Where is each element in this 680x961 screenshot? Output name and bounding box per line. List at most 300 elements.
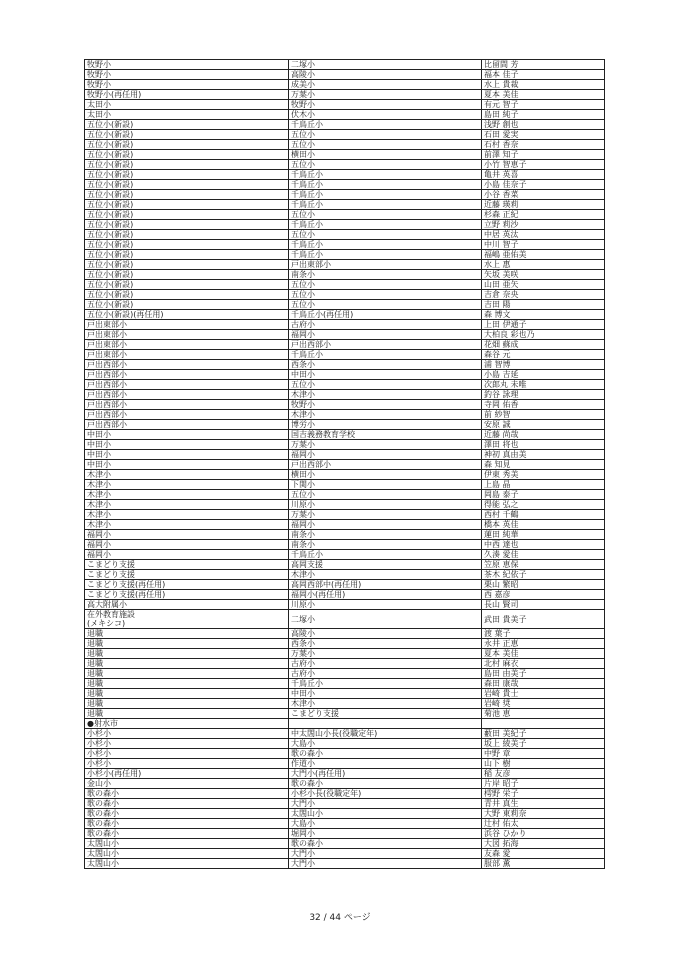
- teacher-name-cell: 伊東 秀美: [482, 470, 605, 480]
- table-row: [85, 540, 605, 550]
- table-row: [85, 120, 605, 130]
- current-school-cell: 中田小: [289, 689, 482, 699]
- current-school-cell: [289, 719, 482, 729]
- new-school-cell: 五位小(新設): [85, 130, 289, 140]
- teacher-name-cell: 中野 章: [482, 749, 605, 759]
- teacher-name-cell: 吉田 陽: [482, 300, 605, 310]
- table-row: [85, 200, 605, 210]
- teacher-name-cell: 小谷 香菜: [482, 190, 605, 200]
- teacher-name-cell: 石村 香奈: [482, 140, 605, 150]
- teacher-name-cell: 樗野 栄子: [482, 789, 605, 799]
- table-row: [85, 80, 605, 90]
- teacher-name-cell: 藪田 美紀子: [482, 729, 605, 739]
- table-row: [85, 649, 605, 659]
- teacher-name-cell: 得能 弘之: [482, 500, 605, 510]
- table-row: [85, 220, 605, 230]
- current-school-cell: 戸出西部小: [289, 340, 482, 350]
- new-school-cell: こまどり支援: [85, 560, 289, 570]
- current-school-cell: 大門小: [289, 849, 482, 859]
- teacher-name-cell: 岩崎 貴士: [482, 689, 605, 699]
- current-school-cell: 古府小: [289, 669, 482, 679]
- new-school-cell: 小杉小: [85, 759, 289, 769]
- current-school-cell: 西条小: [289, 639, 482, 649]
- new-school-cell: 退職: [85, 649, 289, 659]
- current-school-cell: 千鳥丘小: [289, 220, 482, 230]
- table-row: [85, 360, 605, 370]
- table-row: [85, 560, 605, 570]
- new-school-cell: ●射水市: [85, 719, 289, 729]
- table-row: [85, 460, 605, 470]
- table-row: [85, 90, 605, 100]
- teacher-name-cell: 立野 莉沙: [482, 220, 605, 230]
- new-school-cell: こまどり支援(再任用): [85, 590, 289, 600]
- teacher-name-cell: 杉森 正紀: [482, 210, 605, 220]
- new-school-cell: 中田小: [85, 430, 289, 440]
- teacher-name-cell: 森谷 元: [482, 350, 605, 360]
- new-school-cell: 五位小(新設): [85, 300, 289, 310]
- table-row: [85, 380, 605, 390]
- current-school-cell: 西条小: [289, 360, 482, 370]
- teacher-name-cell: 栗山 繁昭: [482, 580, 605, 590]
- table-row: [85, 590, 605, 600]
- table-row: [85, 410, 605, 420]
- table-row: [85, 600, 605, 610]
- teacher-name-cell: 上島 晶: [482, 480, 605, 490]
- teacher-name-cell: 久湊 愛佳: [482, 550, 605, 560]
- new-school-cell: 小杉小: [85, 729, 289, 739]
- table-row: [85, 580, 605, 590]
- teacher-name-cell: 福嶋 亜佑美: [482, 250, 605, 260]
- table-row: [85, 659, 605, 669]
- new-school-cell: 退職: [85, 709, 289, 719]
- current-school-cell: 大門小: [289, 799, 482, 809]
- table-row: [85, 859, 605, 869]
- current-school-cell: 歌の森小: [289, 839, 482, 849]
- table-row: [85, 679, 605, 689]
- current-school-cell: 千鳥丘小: [289, 120, 482, 130]
- current-school-cell: 万葉小: [289, 510, 482, 520]
- current-school-cell: 太閤山小: [289, 809, 482, 819]
- current-school-cell: 五位小: [289, 140, 482, 150]
- new-school-cell: 退職: [85, 659, 289, 669]
- new-school-cell: 五位小(新設): [85, 210, 289, 220]
- teacher-name-cell: 島田 由美子: [482, 669, 605, 679]
- current-school-cell: 五位小: [289, 160, 482, 170]
- teacher-name-cell: 前 紗智: [482, 410, 605, 420]
- current-school-cell: 千鳥丘小: [289, 240, 482, 250]
- table-row: [85, 550, 605, 560]
- table-row: [85, 160, 605, 170]
- current-school-cell: 高岡西部中(再任用): [289, 580, 482, 590]
- teacher-name-cell: 釣谷 詠理: [482, 390, 605, 400]
- teacher-name-cell: 夏本 美佳: [482, 90, 605, 100]
- new-school-cell: 戸出東部小: [85, 320, 289, 330]
- new-school-cell: 木津小: [85, 520, 289, 530]
- current-school-cell: 千鳥丘小: [289, 550, 482, 560]
- teacher-name-cell: 西村 千鶴: [482, 510, 605, 520]
- teacher-name-cell: 次郎丸 未唯: [482, 380, 605, 390]
- current-school-cell: 五位小: [289, 230, 482, 240]
- teacher-name-cell: 島田 純子: [482, 110, 605, 120]
- table-row: [85, 729, 605, 739]
- new-school-cell: こまどり支援: [85, 570, 289, 580]
- teacher-name-cell: 茶木 紀依子: [482, 570, 605, 580]
- teacher-name-cell: 近藤 瑛莉: [482, 200, 605, 210]
- new-school-cell: 退職: [85, 679, 289, 689]
- new-school-cell: 五位小(新設): [85, 250, 289, 260]
- table-row: [85, 779, 605, 789]
- table-row: [85, 839, 605, 849]
- table-row: [85, 280, 605, 290]
- current-school-cell: 木津小: [289, 390, 482, 400]
- teacher-name-cell: 岩崎 奨: [482, 699, 605, 709]
- table-row: [85, 719, 605, 729]
- table-row: [85, 709, 605, 719]
- current-school-cell: 千鳥丘小: [289, 350, 482, 360]
- table-row: [85, 70, 605, 80]
- table-row: [85, 150, 605, 160]
- teacher-name-cell: 片岸 昭子: [482, 779, 605, 789]
- current-school-cell: 南条小: [289, 270, 482, 280]
- new-school-cell: 太閤山小: [85, 849, 289, 859]
- current-school-cell: 歌の森小: [289, 749, 482, 759]
- current-school-cell: 大門小: [289, 859, 482, 869]
- new-school-cell: 歌の森小: [85, 809, 289, 819]
- current-school-cell: 二塚小: [289, 60, 482, 70]
- teacher-name-cell: 大野 東莉奈: [482, 809, 605, 819]
- new-school-cell: 五位小(新設): [85, 170, 289, 180]
- teacher-name-cell: 小島 佳奈子: [482, 180, 605, 190]
- new-school-cell: 戸出東部小: [85, 350, 289, 360]
- table-row: [85, 739, 605, 749]
- teacher-name-cell: 福本 佳子: [482, 70, 605, 80]
- teacher-name-cell: 菊池 恵: [482, 709, 605, 719]
- current-school-cell: 万葉小: [289, 90, 482, 100]
- current-school-cell: 歌の森小: [289, 779, 482, 789]
- table-row: [85, 320, 605, 330]
- table-row: [85, 480, 605, 490]
- current-school-cell: 横田小: [289, 150, 482, 160]
- current-school-cell: 五位小: [289, 210, 482, 220]
- teacher-name-cell: 渡 葉子: [482, 629, 605, 639]
- current-school-cell: 五位小: [289, 380, 482, 390]
- current-school-cell: 牧野小: [289, 400, 482, 410]
- current-school-cell: 千鳥丘小: [289, 200, 482, 210]
- table-row: [85, 450, 605, 460]
- table-row: [85, 470, 605, 480]
- new-school-cell: 福岡小: [85, 530, 289, 540]
- new-school-cell: 中田小: [85, 450, 289, 460]
- teacher-name-cell: 花畑 蘇成: [482, 340, 605, 350]
- table-row: [85, 610, 605, 629]
- new-school-cell: 五位小(新設): [85, 120, 289, 130]
- current-school-cell: 大島小: [289, 739, 482, 749]
- new-school-cell: 五位小(新設): [85, 290, 289, 300]
- current-school-cell: 五位小: [289, 130, 482, 140]
- current-school-cell: 中田小: [289, 370, 482, 380]
- current-school-cell: 木津小: [289, 699, 482, 709]
- teacher-name-cell: [482, 719, 605, 729]
- table-row: [85, 420, 605, 430]
- table-body: [85, 60, 605, 869]
- new-school-cell: 五位小(新設): [85, 280, 289, 290]
- new-school-cell: 五位小(新設): [85, 160, 289, 170]
- current-school-cell: 成美小: [289, 80, 482, 90]
- table-row: [85, 570, 605, 580]
- table-row: [85, 110, 605, 120]
- teacher-name-cell: 服部 薫: [482, 859, 605, 869]
- teacher-name-cell: 坂上 綾美子: [482, 739, 605, 749]
- table-row: [85, 350, 605, 360]
- current-school-cell: 千鳥丘小: [289, 679, 482, 689]
- new-school-cell: 太田小: [85, 100, 289, 110]
- table-row: [85, 270, 605, 280]
- new-school-cell: 五位小(新設): [85, 220, 289, 230]
- current-school-cell: 福岡小: [289, 520, 482, 530]
- new-school-cell: 歌の森小: [85, 829, 289, 839]
- teacher-name-cell: 森田 康哉: [482, 679, 605, 689]
- new-school-cell: 在外教育施設 (メキシコ): [85, 610, 289, 629]
- current-school-cell: 戸出東部小: [289, 260, 482, 270]
- new-school-cell: 五位小(新設): [85, 240, 289, 250]
- table-row: [85, 60, 605, 70]
- table-row: [85, 669, 605, 679]
- table-row: [85, 440, 605, 450]
- new-school-cell: 福岡小: [85, 550, 289, 560]
- current-school-cell: 福岡小(再任用): [289, 590, 482, 600]
- table-row: [85, 130, 605, 140]
- teacher-name-cell: 大柏良 彩也乃: [482, 330, 605, 340]
- new-school-cell: 五位小(新設): [85, 200, 289, 210]
- teacher-name-cell: 永井 正恵: [482, 639, 605, 649]
- table-row: [85, 390, 605, 400]
- table-row: [85, 180, 605, 190]
- new-school-cell: 中田小: [85, 460, 289, 470]
- teacher-name-cell: 浜谷 ひかり: [482, 829, 605, 839]
- teacher-name-cell: 石田 愛実: [482, 130, 605, 140]
- table-row: [85, 330, 605, 340]
- table-row: [85, 430, 605, 440]
- table-row: [85, 300, 605, 310]
- teacher-name-cell: 澤田 将也: [482, 440, 605, 450]
- table-row: [85, 100, 605, 110]
- table-row: [85, 490, 605, 500]
- new-school-cell: 退職: [85, 669, 289, 679]
- table-row: [85, 799, 605, 809]
- current-school-cell: 千鳥丘小: [289, 170, 482, 180]
- new-school-cell: 木津小: [85, 480, 289, 490]
- new-school-cell: 太閤山小: [85, 859, 289, 869]
- teacher-name-cell: 森 博文: [482, 310, 605, 320]
- current-school-cell: 伏木小: [289, 110, 482, 120]
- current-school-cell: 大門小(再任用): [289, 769, 482, 779]
- teacher-name-cell: 水上 貴裁: [482, 80, 605, 90]
- table-row: [85, 260, 605, 270]
- teacher-name-cell: 山下 樹: [482, 759, 605, 769]
- new-school-cell: 戸出東部小: [85, 340, 289, 350]
- new-school-cell: 中田小: [85, 440, 289, 450]
- teacher-name-cell: 笠原 恵保: [482, 560, 605, 570]
- new-school-cell: 小杉小: [85, 749, 289, 759]
- new-school-cell: 五位小(新設): [85, 150, 289, 160]
- new-school-cell: 歌の森小: [85, 789, 289, 799]
- table-row: [85, 639, 605, 649]
- table-row: [85, 500, 605, 510]
- page-number: 32 / 44 ページ: [309, 913, 371, 923]
- current-school-cell: 堀岡小: [289, 829, 482, 839]
- teacher-name-cell: 有元 智子: [482, 100, 605, 110]
- current-school-cell: 木津小: [289, 410, 482, 420]
- teacher-name-cell: 浦 智博: [482, 360, 605, 370]
- teacher-name-cell: 森 知見: [482, 460, 605, 470]
- teacher-name-cell: 中居 英汰: [482, 230, 605, 240]
- new-school-cell: 小杉小: [85, 739, 289, 749]
- teacher-name-cell: 武田 貴美子: [482, 610, 605, 629]
- new-school-cell: 退職: [85, 699, 289, 709]
- table-row: [85, 849, 605, 859]
- new-school-cell: 木津小: [85, 490, 289, 500]
- teacher-name-cell: 安原 誠: [482, 420, 605, 430]
- new-school-cell: 小杉小(再任用): [85, 769, 289, 779]
- new-school-cell: 高大附属小: [85, 600, 289, 610]
- new-school-cell: 木津小: [85, 470, 289, 480]
- table-row: [85, 250, 605, 260]
- new-school-cell: 退職: [85, 629, 289, 639]
- new-school-cell: 戸出西部小: [85, 420, 289, 430]
- teacher-name-cell: 水上 惠: [482, 260, 605, 270]
- table-row: [85, 240, 605, 250]
- current-school-cell: 五位小: [289, 300, 482, 310]
- teacher-name-cell: 北村 麻衣: [482, 659, 605, 669]
- table-row: [85, 829, 605, 839]
- teacher-name-cell: 夏本 美佳: [482, 649, 605, 659]
- new-school-cell: 戸出西部小: [85, 390, 289, 400]
- teacher-name-cell: 吉倉 奈央: [482, 290, 605, 300]
- teacher-name-cell: 西 嘉彦: [482, 590, 605, 600]
- teacher-name-cell: 大図 拓海: [482, 839, 605, 849]
- current-school-cell: 高陵小: [289, 70, 482, 80]
- teacher-name-cell: 小島 吉延: [482, 370, 605, 380]
- table-row: [85, 769, 605, 779]
- current-school-cell: 福岡小: [289, 450, 482, 460]
- current-school-cell: 大島小: [289, 819, 482, 829]
- new-school-cell: 戸出西部小: [85, 410, 289, 420]
- current-school-cell: 牧野小: [289, 100, 482, 110]
- current-school-cell: 五位小: [289, 290, 482, 300]
- teacher-name-cell: 前澤 知子: [482, 150, 605, 160]
- teacher-name-cell: 橋本 英佳: [482, 520, 605, 530]
- current-school-cell: 南条小: [289, 530, 482, 540]
- teacher-name-cell: 蓮田 純華: [482, 530, 605, 540]
- teacher-name-cell: 長山 賢司: [482, 600, 605, 610]
- new-school-cell: 牧野小(再任用): [85, 90, 289, 100]
- new-school-cell: 戸出西部小: [85, 380, 289, 390]
- current-school-cell: 五位小: [289, 280, 482, 290]
- teacher-name-cell: 寺岡 佑香: [482, 400, 605, 410]
- new-school-cell: 戸出西部小: [85, 400, 289, 410]
- current-school-cell: 五位小: [289, 490, 482, 500]
- new-school-cell: 五位小(新設)(再任用): [85, 310, 289, 320]
- table-row: [85, 210, 605, 220]
- current-school-cell: 高岡支援: [289, 560, 482, 570]
- current-school-cell: 戸出西部小: [289, 460, 482, 470]
- teacher-name-cell: 稲 友彦: [482, 769, 605, 779]
- current-school-cell: 千鳥丘小: [289, 180, 482, 190]
- new-school-cell: 戸出西部小: [85, 370, 289, 380]
- teacher-name-cell: 岡島 泰子: [482, 490, 605, 500]
- current-school-cell: 高陵小: [289, 629, 482, 639]
- current-school-cell: 木津小: [289, 570, 482, 580]
- teacher-name-cell: 小竹 智恵子: [482, 160, 605, 170]
- new-school-cell: 退職: [85, 689, 289, 699]
- new-school-cell: 五位小(新設): [85, 230, 289, 240]
- new-school-cell: 歌の森小: [85, 799, 289, 809]
- table-row: [85, 819, 605, 829]
- new-school-cell: 五位小(新設): [85, 140, 289, 150]
- new-school-cell: 歌の森小: [85, 819, 289, 829]
- current-school-cell: 中太閤山小長(役職定年): [289, 729, 482, 739]
- new-school-cell: 太田小: [85, 110, 289, 120]
- table-row: [85, 190, 605, 200]
- current-school-cell: 小杉小長(役職定年): [289, 789, 482, 799]
- new-school-cell: 金山小: [85, 779, 289, 789]
- current-school-cell: 川原小: [289, 600, 482, 610]
- current-school-cell: 南条小: [289, 540, 482, 550]
- new-school-cell: 五位小(新設): [85, 260, 289, 270]
- new-school-cell: 五位小(新設): [85, 180, 289, 190]
- new-school-cell: 木津小: [85, 510, 289, 520]
- new-school-cell: こまどり支援(再任用): [85, 580, 289, 590]
- personnel-transfer-table: [84, 59, 605, 869]
- current-school-cell: 国吉義務教育学校: [289, 430, 482, 440]
- current-school-cell: 作道小: [289, 759, 482, 769]
- new-school-cell: 戸出東部小: [85, 330, 289, 340]
- table-row: [85, 170, 605, 180]
- current-school-cell: 横田小: [289, 470, 482, 480]
- new-school-cell: 牧野小: [85, 60, 289, 70]
- new-school-cell: 五位小(新設): [85, 270, 289, 280]
- new-school-cell: 牧野小: [85, 70, 289, 80]
- teacher-name-cell: 近藤 尚哉: [482, 430, 605, 440]
- current-school-cell: 千鳥丘小(再任用): [289, 310, 482, 320]
- current-school-cell: 千鳥丘小: [289, 250, 482, 260]
- table-row: [85, 290, 605, 300]
- new-school-cell: 戸出西部小: [85, 360, 289, 370]
- current-school-cell: 万葉小: [289, 649, 482, 659]
- current-school-cell: こまどり支援: [289, 709, 482, 719]
- table-row: [85, 530, 605, 540]
- current-school-cell: 川原小: [289, 500, 482, 510]
- teacher-name-cell: 中川 智子: [482, 240, 605, 250]
- table-row: [85, 629, 605, 639]
- new-school-cell: 太閤山小: [85, 839, 289, 849]
- teacher-name-cell: 矢坂 美咲: [482, 270, 605, 280]
- current-school-cell: 福岡小: [289, 330, 482, 340]
- new-school-cell: 五位小(新設): [85, 190, 289, 200]
- teacher-name-cell: 青井 真生: [482, 799, 605, 809]
- current-school-cell: 下関小: [289, 480, 482, 490]
- table-row: [85, 370, 605, 380]
- table-row: [85, 520, 605, 530]
- table-row: [85, 140, 605, 150]
- teacher-name-cell: 浅野 創也: [482, 120, 605, 130]
- table-row: [85, 789, 605, 799]
- table-row: [85, 340, 605, 350]
- table-row: [85, 699, 605, 709]
- current-school-cell: 古府小: [289, 659, 482, 669]
- new-school-cell: 木津小: [85, 500, 289, 510]
- table-row: [85, 759, 605, 769]
